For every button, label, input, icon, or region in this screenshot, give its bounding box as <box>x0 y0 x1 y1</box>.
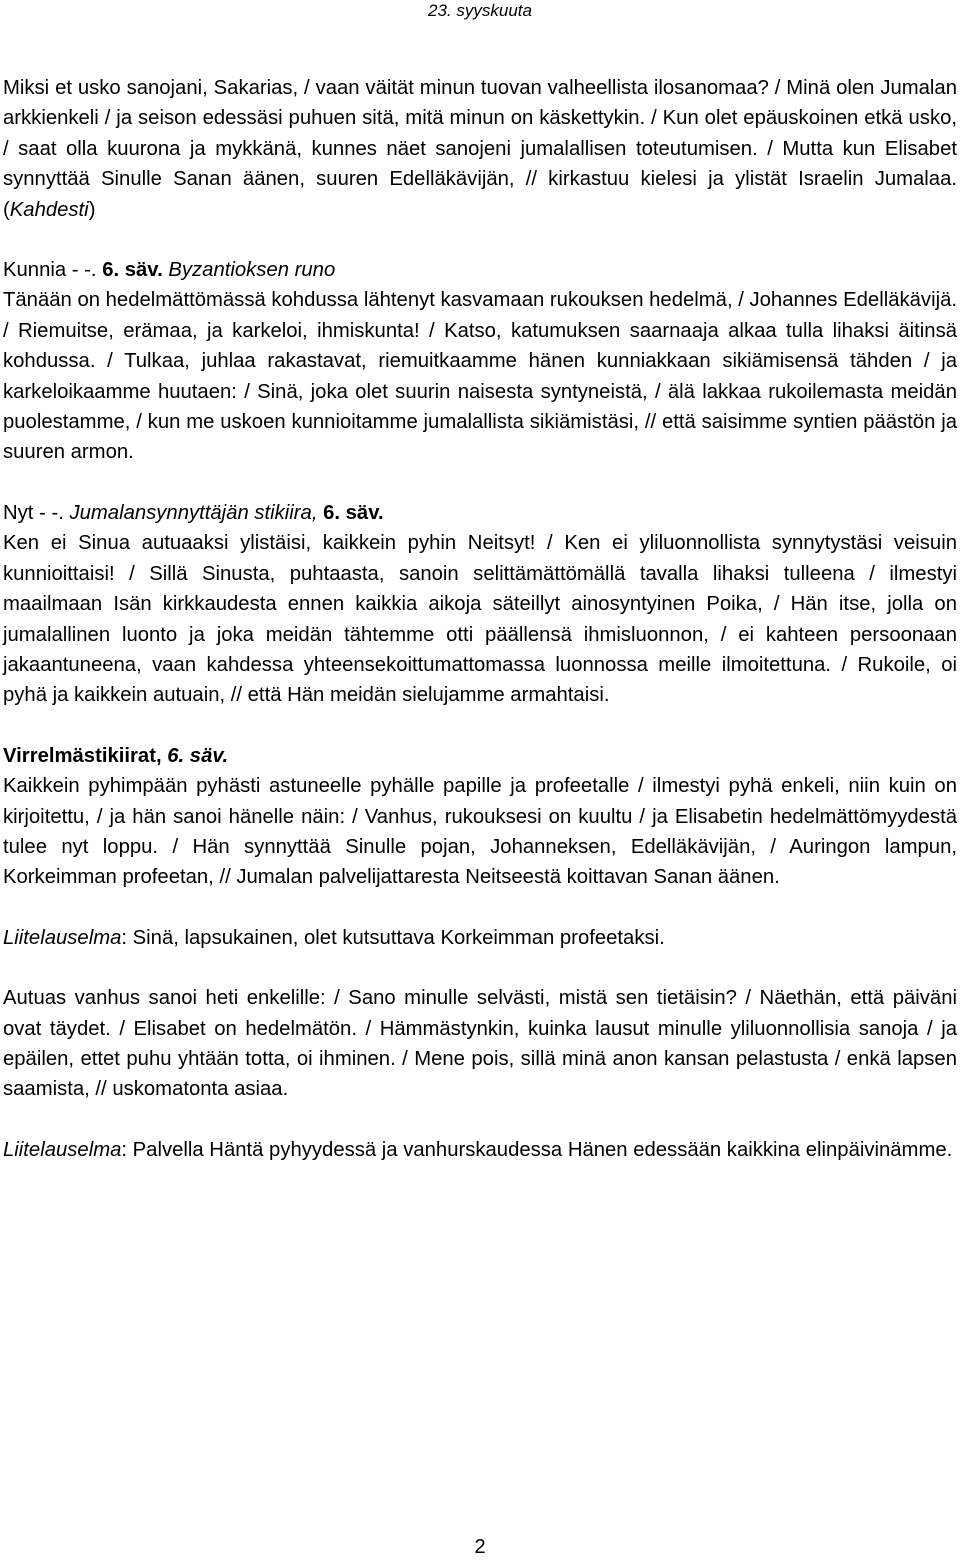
section-heading-nyt <box>3 498 957 528</box>
kunnia-head-text: Kunnia - -. <box>3 259 103 282</box>
liitelauselma-2-text: : Palvella Häntä pyhyydessä ja vanhurskaudessa Hänen edessään kaikkina elinpäivinämme. <box>121 1138 953 1161</box>
section-heading-kunnia <box>3 255 957 285</box>
liitelauselma-1-label: Liitelauselma <box>3 926 122 949</box>
kunnia-head-title: Byzantioksen runo <box>162 259 336 282</box>
liitelauselma-1-text: : Sinä, lapsukainen, olet kutsuttava Korkeimman profeetaksi. <box>121 926 665 949</box>
virrel-head-title: Virrelmästikiirat, <box>3 744 168 767</box>
paragraph-intro-end: ) <box>88 198 96 221</box>
section-text-virrel: Kaikkein pyhimpään pyhästi astuneelle pyhälle papille ja profeetalle / ilmestyi pyhä enkeli, niin kuin on kirjoitettu, / ja hän sanoi hänelle näin: / Vanhus, rukouksesi on kuultu / ja Elisabetin hedelmättömyydestä tulee nyt loppu. / Hän synnyttää Sinulle pojan, Johanneksen, Edelläkävijän, / Auringon lampun, Korkeimman profeetan, // Jumalan palvelijattaresta Neitseestä koittavan Sanan äänen. <box>3 775 957 889</box>
virrel-head-tone: 6. säv. <box>167 744 229 767</box>
document-body <box>3 73 957 1165</box>
paragraph-intro-italic: Kahdesti <box>9 198 89 221</box>
section-text-kunnia: Tänään on hedelmättömässä kohdussa lähtenyt kasvamaan rukouksen hedelmä, / Johannes Edelläkävijä. / Riemuitse, erämaa, ja karkeloi, ihmiskunta! / Katso, katumuksen saarnaaja alkaa tulla lihaksi äitinsä kohdussa. / Tulkaa, juhlaa rakastavat, riemuitkaamme hänen kunniakkaan sikiämisensä tähden / ja karkeloikaamme huutaen: / Sinä, joka olet suurin naisesta syntyneistä, / älä lakkaa rukoilemasta meidän puolestamme, / kun me uskoen kunnioitamme jumalallista sikiämistäsi, // että saisimme syntien päästön ja suuren armon. <box>3 289 957 464</box>
liitelauselma-2 <box>3 1135 957 1165</box>
nyt-head-tone: 6. säv. <box>323 501 384 524</box>
paragraph-intro-text: Miksi et usko sanojani, Sakarias, / vaan väität minun tuovan valheellista ilosanomaa? / Minä olen Jumalan arkkienkeli / ja seison edessäsi puhuen sitä, mitä minun on käskettykin. / Kun olet epäuskoinen etkä usko, / saat olla kuurona ja mykkänä, kunnes näet sanojeni jumalallisen toteutumisen. / Mutta kun Elisabet synnyttää Sinulle Sanan äänen, suuren Edelläkävijän, // kirkastuu kielesi ja ylistät Israelin Jumalaa. ( <box>3 77 957 221</box>
liitelauselma-2-label: Liitelauselma <box>3 1138 122 1161</box>
page-number: 2 <box>474 1536 486 1558</box>
section-text-nyt: Ken ei Sinua autuaaksi ylistäisi, kaikkein pyhin Neitsyt! / Ken ei yliluonnollista synnytystäsi veisuin kunnioittaisi! / Sillä Sinusta, puhtaasta, sanoin selittämättömällä tavalla lihaksi tulleena / ilmestyi maailmaan Isän kirkkaudesta ennen kaikkia aikoja säteillyt ainosyntyinen Poika, / Hän itse, jolla on jumalallinen luonto ja joka meidän tähtemme otti päällensä ihmisluonnon, / ei kahteen persoonaan jakaantuneena, vaan kahdessa yhteensekoittumattomassa luonnossa meille ilmoitettuna. / Rukoile, oi pyhä ja kaikkein autuain, // että Hän meidän sielujamme armahtaisi. <box>3 532 957 707</box>
nyt-head-title: Jumalansynnyttäjän stikiira, <box>69 501 324 524</box>
section-heading-virrel <box>3 741 957 771</box>
paragraph-intro <box>3 73 957 225</box>
page-header-date: 23. syyskuuta <box>428 1 532 20</box>
kunnia-head-tone: 6. säv. <box>102 259 163 282</box>
liitelauselma-1 <box>3 923 957 953</box>
paragraph-autuas: Autuas vanhus sanoi heti enkelille: / Sano minulle selvästi, mistä sen tietäisin? / Näethän, että päiväni ovat täydet. / Elisabet on hedelmätön. / Hämmästynkin, kuinka lausut minulle yliluonnollisia sanoja / ja epäilen, ettet puhu yhtään totta, oi ihminen. / Mene pois, sillä minä anon kansan pelastusta / enkä lapsen saamista, // uskomatonta asiaa. <box>3 987 957 1101</box>
nyt-head-text: Nyt - -. <box>3 501 70 524</box>
